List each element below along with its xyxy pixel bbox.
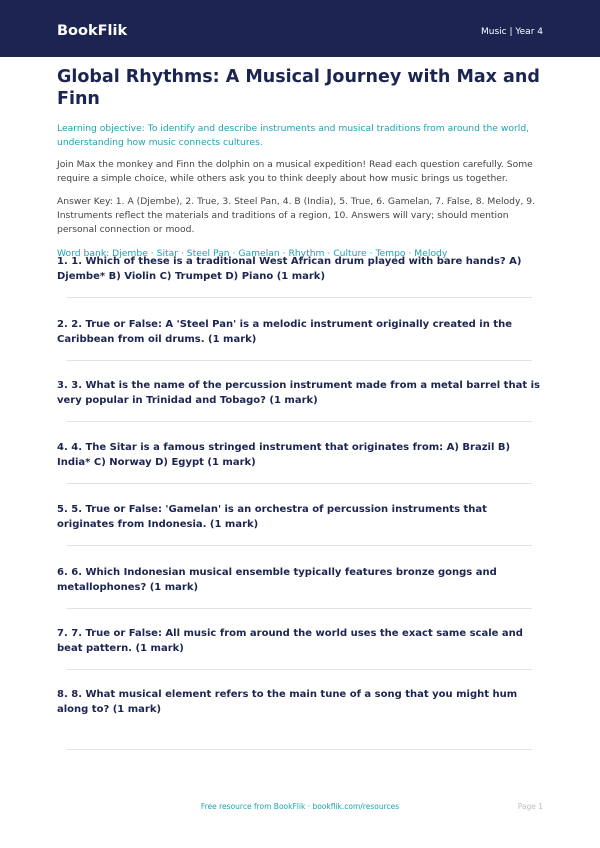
answer-line-1 (67, 297, 532, 298)
footer-credit: Free resource from BookFlik · bookflik.com/resources (200, 802, 400, 811)
worksheet-intro (57, 66, 543, 261)
question-7: 7. 7. True or False: All music from around the world uses the exact same scale and beat pattern. (1 mark) (57, 628, 523, 654)
question-8: 8. 8. What musical element refers to the main tune of a song that you might hum along to? (1 mark) (57, 689, 518, 715)
answer-line-7 (67, 669, 532, 670)
answer-line-4 (67, 483, 532, 484)
answer-line-8 (67, 749, 532, 750)
answer-line-2 (67, 360, 532, 361)
header-bar (0, 0, 600, 57)
answer-key: Answer Key: 1. A (Djembe), 2. True, 3. Steel Pan, 4. B (India), 5. True, 6. Gamelan, 7. False, 8. Melody, 9. Instruments reflect the materials and traditions of a region, 10. Answers will vary; should mention personal connection or mood. (57, 196, 536, 235)
page-number: Page 1 (517, 802, 543, 811)
brand-logo: BookFlik (57, 23, 128, 39)
question-1: 1. 1. Which of these is a traditional West African drum played with bare hands? A) Djembe* B) Violin C) Trumpet D) Piano (1 mark) (57, 256, 522, 282)
page-title: Global Rhythms: A Musical Journey with Max and Finn (57, 67, 540, 109)
intro-text: Join Max the monkey and Finn the dolphin on a musical expedition! Read each question carefully. Some require a simple choice, while others ask you to think deeply about how music brings us together. (57, 159, 533, 184)
question-2: 2. 2. True or False: A 'Steel Pan' is a melodic instrument originally created in the Caribbean from oil drums. (1 mark) (57, 319, 512, 345)
learning-objective: Learning objective: To identify and describe instruments and musical traditions from around the world, understanding how music connects cultures. (57, 123, 530, 148)
word-bank: Word bank: Djembe · Sitar · Steel Pan · Gamelan · Rhythm · Culture · Tempo · Melody (57, 248, 448, 259)
question-3: 3. 3. What is the name of the percussion instrument made from a metal barrel that is very popular in Trinidad and Tobago? (1 mark) (57, 380, 540, 406)
subject-year-label: Music | Year 4 (480, 27, 543, 37)
question-6: 6. 6. Which Indonesian musical ensemble typically features bronze gongs and metallophones? (1 mark) (57, 567, 497, 593)
answer-line-5 (67, 545, 532, 546)
answer-line-6 (67, 608, 532, 609)
answer-line-3 (67, 421, 532, 422)
question-5: 5. 5. True or False: 'Gamelan' is an orchestra of percussion instruments that originates from Indonesia. (1 mark) (57, 504, 487, 530)
question-4: 4. 4. The Sitar is a famous stringed instrument that originates from: A) Brazil B) India* C) Norway D) Egypt (1 mark) (57, 442, 511, 468)
